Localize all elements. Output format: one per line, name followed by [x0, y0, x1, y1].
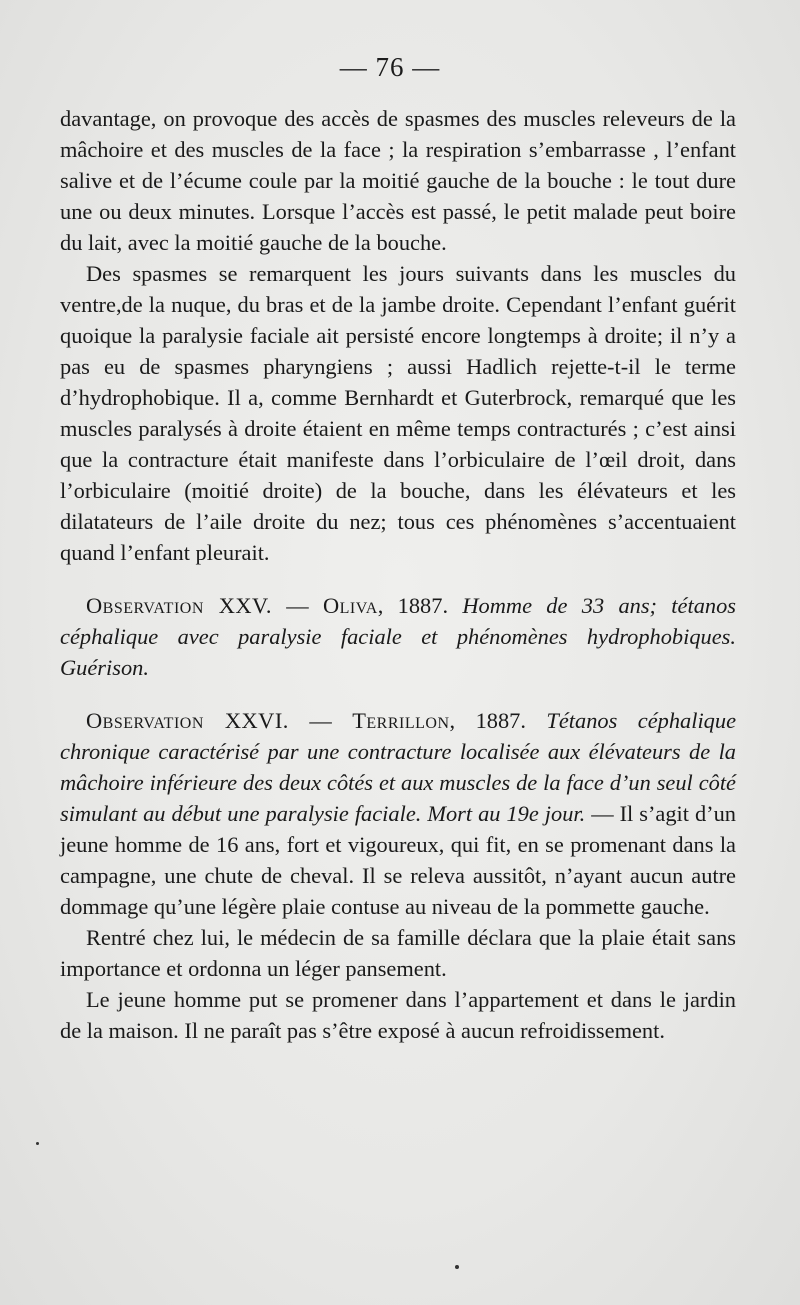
observation-26-dash: —: [288, 708, 353, 733]
observation-25-year: , 1887.: [377, 593, 463, 618]
observation-25: [60, 590, 736, 683]
observation-25-title: Homme de 33 ans; tétanos céphalique avec paralysie faciale et phénomènes hydrophobiques. Guérison.: [60, 593, 736, 680]
paragraph-jeune-homme: Le jeune homme put se promener dans l’appartement et dans le jardin de la maison. Il ne paraît pas s’être exposé à aucun refroidissement.: [60, 987, 736, 1043]
observation-25-label: Observation XXV.: [86, 593, 272, 618]
ink-speck: [455, 1265, 459, 1269]
paragraph-rentre: Rentré chez lui, le médecin de sa famille déclara que la plaie était sans importance et ordonna un léger pansement.: [60, 925, 736, 981]
observation-26-year: , 1887.: [449, 708, 547, 733]
observation-25-author: Oliva: [322, 593, 378, 618]
observation-26: [60, 705, 736, 922]
body-text: [60, 103, 736, 1046]
page-number: — 76 —: [339, 52, 441, 82]
observation-26-body: — Il s’agit d’un jeune homme de 16 ans, fort et vigoureux, qui fit, en se promenant dans la campagne, une chute de cheval. Il se releva aussitôt, n’ayant aucun autre dommage qu’une légère plaie contuse au niveau de la pommette gauche.: [60, 801, 736, 919]
paragraph-spasmes: Des spasmes se remarquent les jours suivants dans les muscles du ventre,de la nuque, du bras et de la jambe droite. Cependant l’enfant guérit quoique la paralysie faciale ait persisté encore longtemps à droite; il n’y a pas eu de spasmes pharyngiens ; aussi Hadlich rejette-t-il le terme d’hydrophobique. Il a, comme Bernhardt et Guterbrock, remarqué que les muscles paralysés à droite étaient en même temps contracturés ; c’est ainsi que la contracture était manifeste dans l’orbiculaire de l’œil droit, dans l’orbiculaire (moitié droite) de la bouche, dans les élévateurs et les dilatateurs de l’aile droite du nez; tous ces phénomènes s’accentuaient quand l’enfant pleurait.: [60, 261, 736, 565]
observation-26-title: Tétanos céphalique chronique caractérisé par une contracture localisée aux élévateurs de la mâchoire inférieure des deux côtés et aux muscles de la face d’un seul côté simulant au début une paralysie faciale. Mort au 19e jour.: [60, 708, 737, 826]
paragraph-continuation: davantage, on provoque des accès de spasmes des muscles releveurs de la mâchoire et des muscles de la face ; la respiration s’embarrasse , l’enfant salive et de l’écume coule par la moitié gauche de la bouche : le tout dure une ou deux minutes. Lorsque l’accès est passé, le petit malade peut boire du lait, avec la moitié gauche de la bouche.: [60, 106, 736, 255]
observation-26-author: Terrillon: [352, 708, 450, 733]
observation-26-label: Observation XXVI.: [86, 708, 289, 733]
ink-speck: [36, 1142, 39, 1145]
observation-25-dash: —: [271, 593, 323, 618]
